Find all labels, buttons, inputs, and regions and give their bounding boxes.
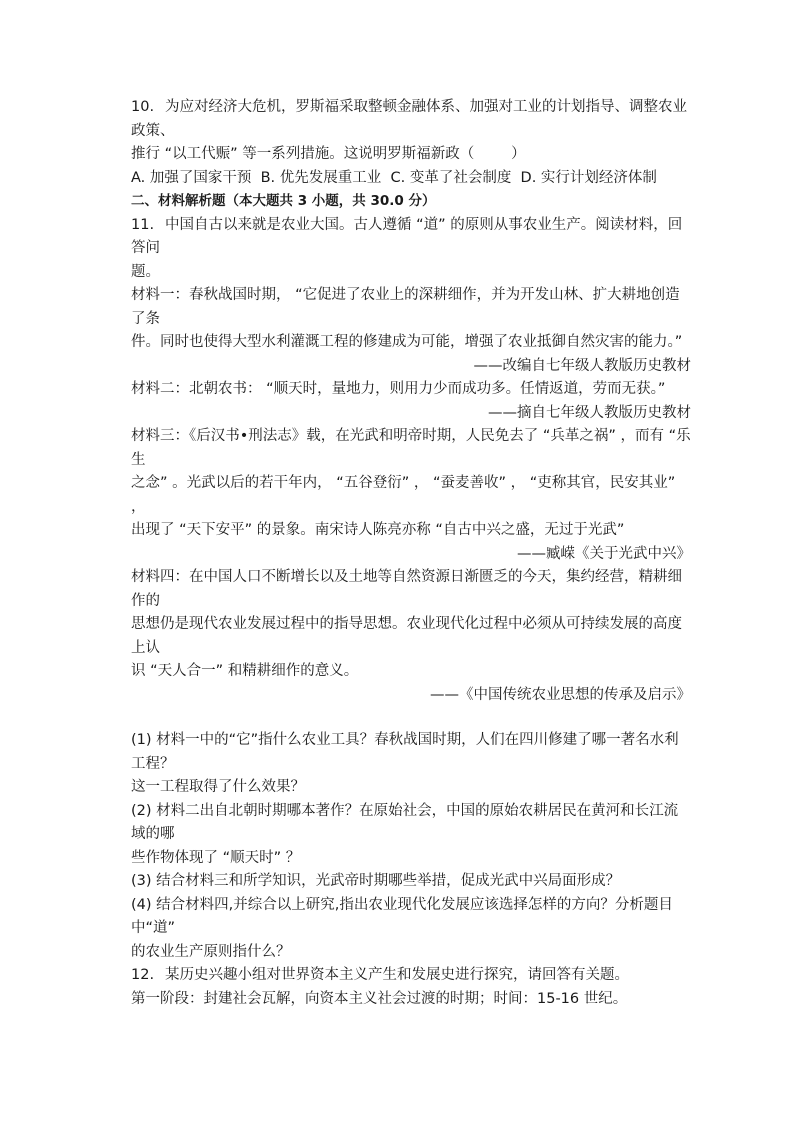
- material1-line1: 材料一：春秋战国时期， “它促进了农业上的深耕细作，并为开发山林、扩大耕地创造了条: [131, 287, 680, 327]
- section-title: 二、材料解析题（本大题共 3 小题，共 30.0 分）: [131, 193, 436, 209]
- q11-intro-line1: 11. 中国自古以来就是农业大国。古人遵循 “道” 的原则从事农业生产。阅读材料，回答问: [131, 214, 691, 261]
- q12-stage1: 第一阶段：封建社会瓦解，向资本主义社会过渡的时期；时间：15-16 世纪。: [131, 990, 628, 1007]
- subq4-line1: (4) 结合材料四,并综合以上研究,指出农业现代化发展应该选择怎样的方向？分析题目中“道”: [131, 896, 673, 936]
- subq2-line2: 些作物体现了 “顺天时” ？: [131, 849, 301, 866]
- q10-line1: 10. 为应对经济大危机，罗斯福采取整顿金融体系、加强对工业的计划指导、调整农业政策、: [131, 96, 691, 143]
- material3-line3: 出现了 “天下安平” 的景象。南宋诗人陈亮亦称 “自古中兴之盛，无过于光武”: [131, 522, 625, 538]
- material4-line2: 思想仍是现代农业发展过程中的指导思想。农业现代化过程中必须从可持续发展的高度上认: [131, 616, 682, 656]
- document-page: [131, 96, 691, 1011]
- q12-intro: 12. 某历史兴趣小组对世界资本主义产生和发展史进行探究，请回答有关题。: [131, 964, 691, 988]
- q10-line2: 推行 “以工代赈” 等一系列措施。这说明罗斯福新政（ ）: [131, 146, 526, 162]
- subq4-line2: 的农业生产原则指什么？: [131, 943, 291, 960]
- material3-source: ——臧嵘《关于光武中兴》: [517, 545, 691, 562]
- material4-source: ——《中国传统农业思想的传承及启示》: [430, 686, 691, 703]
- material4-line3: 识 “天人合一” 和精耕细作的意义。: [131, 663, 359, 679]
- material3-line2: 之念” 。光武以后的若干年内， “五谷登衍” ， “蚕麦善收” ， “吏称其官，民安其业” ，: [131, 475, 680, 515]
- material2-source: ——摘自七年级人教版历史教材: [488, 404, 691, 421]
- material4-line1: 材料四：在中国人口不断增长以及土地等自然资源日渐匮乏的今天，集约经营，精耕细作的: [131, 569, 682, 609]
- subq1-line1: (1) 材料一中的“它”指什么农业工具？春秋战国时期，人们在四川修建了哪一著名水利工程？: [131, 732, 679, 772]
- subq3-line1: (3) 结合材料三和所学知识，光武帝时期哪些举措，促成光武中兴局面形成？: [131, 873, 621, 889]
- subq2-line1: (2) 材料二出自北朝时期哪本著作？在原始社会，中国的原始农耕居民在黄河和长江流域的哪: [131, 802, 679, 842]
- q12-number: 12.: [131, 967, 155, 983]
- q11-intro-line2: 题。: [131, 263, 160, 280]
- q10-number: 10.: [131, 99, 155, 115]
- material3-line1: 材料三：《后汉书•刑法志》载，在光武和明帝时期，人民免去了 “兵革之祸” ，而有 “乐生: [131, 428, 691, 468]
- spacer: [131, 707, 691, 729]
- material1-source: ——改编自七年级人教版历史教材: [473, 357, 691, 374]
- subq1-line2: 这一工程取得了什么效果？: [131, 779, 305, 795]
- material1-line2: 件。同时也使得大型水利灌溉工程的修建成为可能，增强了农业抵御自然灾害的能力。”: [131, 334, 683, 350]
- q10-options: A. 加强了国家干预 B. 优先发展重工业 C. 变革了社会制度 D. 实行计划经济体制: [131, 169, 657, 186]
- material2-line1: 材料二：北朝农书： “顺天时，量地力，则用力少而成功多。任情返道，劳而无获。”: [131, 381, 666, 397]
- q11-number: 11.: [131, 216, 155, 233]
